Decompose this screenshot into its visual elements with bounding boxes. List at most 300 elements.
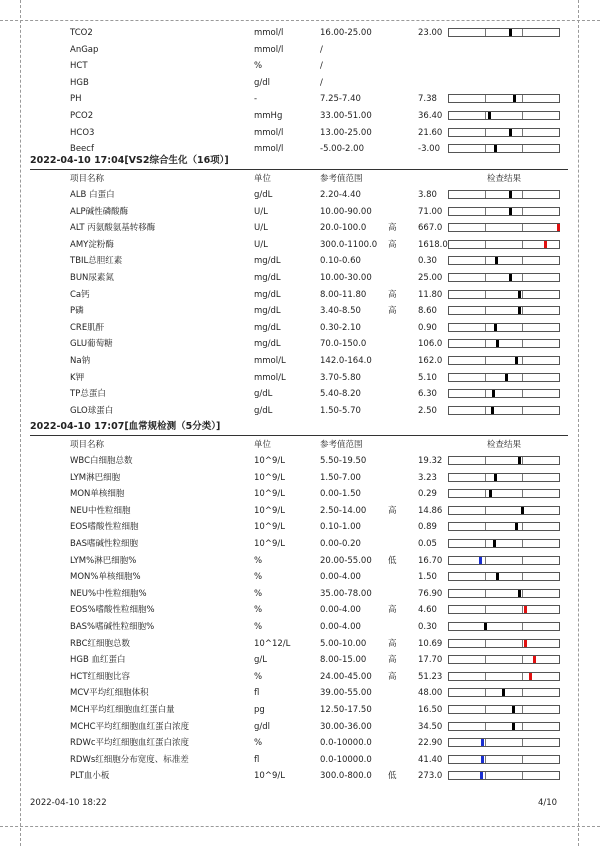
result-marker: [518, 457, 521, 464]
range-divider: [485, 224, 486, 231]
item-reference-range: 7.25-7.40: [320, 94, 361, 105]
range-divider: [522, 129, 523, 136]
table-header: [30, 437, 568, 453]
result-range-bar: [448, 190, 560, 199]
item-reference-range: 0.0-10000.0: [320, 738, 372, 749]
table-row: [30, 220, 568, 237]
item-value: 0.90: [418, 322, 437, 333]
item-value: 0.05: [418, 539, 437, 549]
item-value: 0.29: [418, 489, 437, 500]
result-range-bar: [448, 506, 560, 515]
item-reference-range: 20.0-100.0: [320, 223, 367, 234]
item-value: 76.90: [418, 588, 443, 599]
item-name: PCO2: [70, 111, 94, 121]
result-range-bar: [448, 672, 560, 681]
item-unit: mg/dL: [254, 322, 281, 333]
range-divider: [522, 191, 523, 198]
item-reference-range: 30.00-36.00: [320, 721, 372, 732]
range-divider: [522, 307, 523, 314]
item-reference-range: 0.30-2.10: [320, 322, 361, 333]
table-row: [30, 685, 568, 702]
range-divider: [485, 145, 486, 152]
range-divider: [522, 357, 523, 364]
range-divider: [485, 474, 486, 481]
item-name: EOS%嗜酸性粒细胞%: [70, 605, 155, 616]
table-row: [30, 652, 568, 669]
result-marker: [521, 507, 524, 514]
range-divider: [485, 129, 486, 136]
item-value: 16.50: [418, 705, 443, 715]
item-value: 8.60: [418, 306, 437, 317]
item-name: MCV平均红细胞体积: [70, 688, 149, 699]
table-row: [30, 636, 568, 653]
item-reference-range: 300.0-800.0: [320, 771, 372, 782]
table-row: [30, 752, 568, 769]
item-unit: mmol/l: [254, 127, 284, 138]
result-range-bar: [448, 489, 560, 498]
item-value: 11.80: [418, 289, 443, 300]
item-flag: 高: [388, 505, 397, 516]
item-value: 1618.0: [418, 239, 448, 250]
item-reference-range: 39.00-55.00: [320, 688, 372, 699]
range-divider: [522, 324, 523, 331]
result-range-bar: [448, 389, 560, 398]
result-marker: [512, 723, 515, 730]
item-value: 16.70: [418, 555, 443, 566]
range-divider: [522, 640, 523, 647]
range-divider: [485, 307, 486, 314]
result-range-bar: [448, 306, 560, 315]
header-reference-range: 参考值范围: [320, 174, 363, 184]
result-marker: [502, 689, 505, 696]
table-row: [30, 303, 568, 320]
page-guide-right: [578, 0, 579, 846]
item-reference-range: 10.00-30.00: [320, 273, 372, 283]
table-row: [30, 735, 568, 752]
item-reference-range: 300.0-1100.0: [320, 239, 378, 250]
range-divider: [522, 29, 523, 36]
table-row: [30, 519, 568, 536]
item-flag: 高: [388, 223, 397, 234]
table-row: [30, 386, 568, 403]
range-divider: [485, 374, 486, 381]
item-reference-range: 0.00-1.50: [320, 489, 361, 500]
result-marker: [515, 523, 518, 530]
range-divider: [522, 257, 523, 264]
result-marker: [489, 490, 492, 497]
item-name: HCT: [70, 61, 88, 72]
result-marker: [484, 623, 487, 630]
item-unit: mmHg: [254, 111, 283, 121]
result-range-bar: [448, 406, 560, 415]
result-range-bar: [448, 655, 560, 664]
item-value: 162.0: [418, 356, 443, 366]
item-name: ALB 白蛋白: [70, 190, 115, 200]
item-unit: -: [254, 94, 258, 105]
table-row: [30, 108, 568, 125]
item-reference-range: /: [320, 44, 323, 55]
item-unit: %: [254, 61, 263, 72]
range-divider: [522, 673, 523, 680]
item-value: 1.50: [418, 572, 437, 583]
result-marker: [509, 208, 512, 215]
table-row: [30, 470, 568, 487]
item-value: -3.00: [418, 144, 440, 155]
range-divider: [522, 241, 523, 248]
item-unit: %: [254, 555, 263, 566]
table-row: [30, 353, 568, 370]
range-divider: [485, 112, 486, 119]
result-marker: [492, 390, 495, 397]
range-divider: [522, 573, 523, 580]
item-reference-range: 0.00-0.20: [320, 539, 361, 549]
item-name: NEU中性粒细胞: [70, 505, 131, 516]
result-marker: [515, 357, 518, 364]
range-divider: [485, 723, 486, 730]
item-reference-range: 2.20-4.40: [320, 190, 361, 200]
range-divider: [485, 656, 486, 663]
range-divider: [522, 623, 523, 630]
item-unit: %: [254, 622, 263, 632]
item-name: RDWs红细胞分布宽度、标准差: [70, 754, 189, 765]
range-divider: [522, 291, 523, 298]
item-unit: mg/dL: [254, 339, 281, 350]
item-value: 5.10: [418, 372, 437, 383]
item-unit: 10^9/L: [254, 505, 285, 516]
item-name: HGB: [70, 77, 89, 88]
item-name: AnGap: [70, 44, 99, 55]
result-range-bar: [448, 207, 560, 216]
item-name: LYM淋巴细胞: [70, 472, 121, 483]
result-marker: [533, 656, 536, 663]
result-range-bar: [448, 128, 560, 137]
range-divider: [485, 507, 486, 514]
item-name: TP总蛋白: [70, 389, 106, 400]
table-row: [30, 569, 568, 586]
result-range-bar: [448, 256, 560, 265]
table-row: [30, 768, 568, 785]
header-item-name: 项目名称: [70, 440, 105, 450]
item-reference-range: /: [320, 61, 323, 72]
result-range-bar: [448, 473, 560, 482]
item-reference-range: 35.00-78.00: [320, 588, 372, 599]
item-unit: 10^9/L: [254, 456, 285, 466]
item-name: CRE肌酐: [70, 322, 105, 333]
range-divider: [485, 241, 486, 248]
item-reference-range: 0.10-1.00: [320, 522, 361, 533]
item-unit: mg/dL: [254, 273, 281, 283]
result-range-bar: [448, 144, 560, 153]
range-divider: [522, 723, 523, 730]
item-value: 6.30: [418, 389, 437, 400]
header-unit: 单位: [254, 440, 272, 450]
range-divider: [522, 756, 523, 763]
item-unit: %: [254, 588, 263, 599]
item-reference-range: 20.00-55.00: [320, 555, 372, 566]
result-range-bar: [448, 705, 560, 714]
item-name: EOS嗜酸性粒细胞: [70, 522, 139, 533]
item-unit: 10^9/L: [254, 539, 285, 549]
footer-page-number: 4/10: [538, 798, 558, 808]
range-divider: [522, 772, 523, 779]
item-reference-range: 1.50-5.70: [320, 405, 361, 416]
item-unit: pg: [254, 705, 265, 715]
result-range-bar: [448, 290, 560, 299]
result-marker: [509, 191, 512, 198]
table-row: [30, 270, 568, 287]
result-marker: [524, 640, 527, 647]
result-marker: [518, 291, 521, 298]
result-marker: [493, 540, 496, 547]
item-unit: %: [254, 738, 263, 749]
item-reference-range: 0.00-4.00: [320, 572, 361, 583]
range-divider: [485, 191, 486, 198]
range-divider: [522, 689, 523, 696]
result-marker: [480, 772, 483, 779]
item-unit: mg/dL: [254, 256, 281, 267]
item-unit: 10^9/L: [254, 472, 285, 483]
range-divider: [485, 274, 486, 281]
item-name: TBIL总胆红素: [70, 256, 123, 267]
table-row: [30, 237, 568, 254]
range-divider: [485, 606, 486, 613]
table-row: [30, 370, 568, 387]
section-title: 2022-04-10 17:07[血常规检测（5分类）]: [30, 419, 568, 436]
item-value: 19.32: [418, 456, 443, 466]
item-value: 34.50: [418, 721, 443, 732]
item-reference-range: /: [320, 77, 323, 88]
item-flag: 高: [388, 239, 397, 250]
result-range-bar: [448, 722, 560, 731]
result-range-bar: [448, 622, 560, 631]
result-range-bar: [448, 639, 560, 648]
item-reference-range: 12.50-17.50: [320, 705, 372, 715]
item-name: Ca钙: [70, 289, 90, 300]
item-unit: g/L: [254, 655, 267, 666]
item-value: 23.00: [418, 28, 443, 38]
item-reference-range: 1.50-7.00: [320, 472, 361, 483]
result-marker: [529, 673, 532, 680]
result-marker: [494, 474, 497, 481]
range-divider: [522, 490, 523, 497]
item-value: 10.69: [418, 638, 443, 649]
item-value: 667.0: [418, 223, 443, 234]
item-name: MCHC平均红细胞血红蛋白浓度: [70, 721, 190, 732]
item-name: P磷: [70, 306, 84, 317]
result-range-bar: [448, 223, 560, 232]
range-divider: [522, 706, 523, 713]
table-row: [30, 486, 568, 503]
range-divider: [485, 291, 486, 298]
item-value: 48.00: [418, 688, 443, 699]
table-row: [30, 503, 568, 520]
item-name: MCH平均红细胞血红蛋白量: [70, 705, 175, 715]
item-name: NEU%中性粒细胞%: [70, 588, 147, 599]
section-title: 2022-04-10 17:04[VS2综合生化（16项）]: [30, 153, 568, 170]
result-marker: [496, 573, 499, 580]
item-name: LYM%淋巴细胞%: [70, 555, 137, 566]
range-divider: [485, 490, 486, 497]
item-unit: mg/dL: [254, 306, 281, 317]
item-reference-range: 142.0-164.0: [320, 356, 372, 366]
item-reference-range: 8.00-11.80: [320, 289, 367, 300]
item-name: ALP碱性磷酸酶: [70, 206, 129, 217]
item-value: 2.50: [418, 405, 437, 416]
table-row: [30, 320, 568, 337]
range-divider: [522, 374, 523, 381]
result-marker: [518, 590, 521, 597]
item-unit: mmol/L: [254, 356, 286, 366]
table-row: [30, 336, 568, 353]
result-range-bar: [448, 28, 560, 37]
item-name: HCO3: [70, 127, 95, 138]
item-reference-range: 0.00-4.00: [320, 605, 361, 616]
item-flag: 高: [388, 306, 397, 317]
item-unit: 10^12/L: [254, 638, 291, 649]
item-unit: mmol/l: [254, 144, 284, 155]
result-range-bar: [448, 688, 560, 697]
item-unit: g/dl: [254, 721, 271, 732]
item-unit: %: [254, 605, 263, 616]
item-reference-range: 0.00-4.00: [320, 622, 361, 632]
range-divider: [485, 208, 486, 215]
item-reference-range: 3.40-8.50: [320, 306, 361, 317]
item-reference-range: 70.0-150.0: [320, 339, 367, 350]
table-row: [30, 187, 568, 204]
footer-print-time: 2022-04-10 18:22: [30, 798, 107, 808]
table-row: [30, 602, 568, 619]
header-result: 检查结果: [487, 440, 522, 450]
result-marker: [481, 739, 484, 746]
result-marker: [524, 606, 527, 613]
result-range-bar: [448, 589, 560, 598]
table-row: [30, 586, 568, 603]
table-row: [30, 42, 568, 59]
item-name: HCT红细胞比容: [70, 671, 131, 682]
item-unit: fl: [254, 754, 260, 765]
item-name: BAS嗜碱性粒细胞: [70, 539, 139, 549]
item-name: BUN尿素氮: [70, 273, 114, 283]
item-value: 273.0: [418, 771, 443, 782]
item-unit: 10^9/L: [254, 489, 285, 500]
range-divider: [485, 756, 486, 763]
result-marker: [494, 324, 497, 331]
page-guide-left: [20, 0, 21, 846]
table-row: [30, 403, 568, 420]
result-range-bar: [448, 373, 560, 382]
result-marker: [488, 112, 491, 119]
range-divider: [522, 523, 523, 530]
item-reference-range: 33.00-51.00: [320, 111, 372, 121]
range-divider: [522, 606, 523, 613]
item-unit: mmol/L: [254, 372, 286, 383]
result-range-bar: [448, 572, 560, 581]
table-row: [30, 536, 568, 553]
item-unit: g/dl: [254, 77, 271, 88]
item-value: 51.23: [418, 671, 443, 682]
range-divider: [485, 324, 486, 331]
item-unit: mmol/l: [254, 28, 284, 38]
table-row: [30, 253, 568, 270]
result-range-bar: [448, 273, 560, 282]
table-row: [30, 75, 568, 92]
result-marker: [495, 257, 498, 264]
result-range-bar: [448, 738, 560, 747]
range-divider: [485, 590, 486, 597]
table-row: [30, 91, 568, 108]
result-marker: [518, 307, 521, 314]
range-divider: [485, 29, 486, 36]
range-divider: [522, 224, 523, 231]
item-unit: U/L: [254, 206, 268, 217]
item-unit: g/dL: [254, 389, 273, 400]
item-flag: 高: [388, 605, 397, 616]
range-divider: [485, 673, 486, 680]
range-divider: [522, 474, 523, 481]
table-row: [30, 669, 568, 686]
result-range-bar: [448, 356, 560, 365]
range-divider: [485, 540, 486, 547]
range-divider: [522, 390, 523, 397]
result-marker: [509, 129, 512, 136]
item-reference-range: 0.10-0.60: [320, 256, 361, 267]
item-reference-range: 0.0-10000.0: [320, 754, 372, 765]
item-value: 0.30: [418, 256, 437, 267]
range-divider: [485, 95, 486, 102]
range-divider: [485, 772, 486, 779]
result-marker: [509, 29, 512, 36]
item-reference-range: 16.00-25.00: [320, 28, 372, 38]
item-value: 4.60: [418, 605, 437, 616]
table-row: [30, 453, 568, 470]
item-value: 14.86: [418, 505, 443, 516]
item-name: ALT 丙氨酸氨基转移酶: [70, 223, 156, 234]
item-value: 22.90: [418, 738, 443, 749]
result-marker: [505, 374, 508, 381]
item-flag: 高: [388, 655, 397, 666]
range-divider: [485, 257, 486, 264]
range-divider: [485, 340, 486, 347]
item-flag: 高: [388, 638, 397, 649]
item-name: MON单核细胞: [70, 489, 125, 500]
item-flag: 低: [388, 555, 397, 566]
result-range-bar: [448, 240, 560, 249]
item-reference-range: 24.00-45.00: [320, 671, 372, 682]
item-unit: 10^9/L: [254, 522, 285, 533]
table-row: [30, 25, 568, 42]
item-name: RDWc平均红细胞血红蛋白浓度: [70, 738, 190, 749]
item-value: 71.00: [418, 206, 443, 217]
item-value: 106.0: [418, 339, 443, 350]
range-divider: [522, 590, 523, 597]
item-name: K钾: [70, 372, 85, 383]
item-value: 21.60: [418, 127, 443, 138]
item-flag: 高: [388, 289, 397, 300]
result-range-bar: [448, 771, 560, 780]
range-divider: [522, 340, 523, 347]
item-name: Na钠: [70, 356, 91, 366]
header-unit: 单位: [254, 174, 272, 184]
item-unit: %: [254, 572, 263, 583]
result-marker: [509, 274, 512, 281]
item-unit: g/dL: [254, 405, 273, 416]
result-range-bar: [448, 323, 560, 332]
header-reference-range: 参考值范围: [320, 440, 363, 450]
range-divider: [485, 557, 486, 564]
range-divider: [522, 95, 523, 102]
table-row: [30, 125, 568, 142]
item-name: BAS%嗜碱性粒细胞%: [70, 622, 155, 632]
